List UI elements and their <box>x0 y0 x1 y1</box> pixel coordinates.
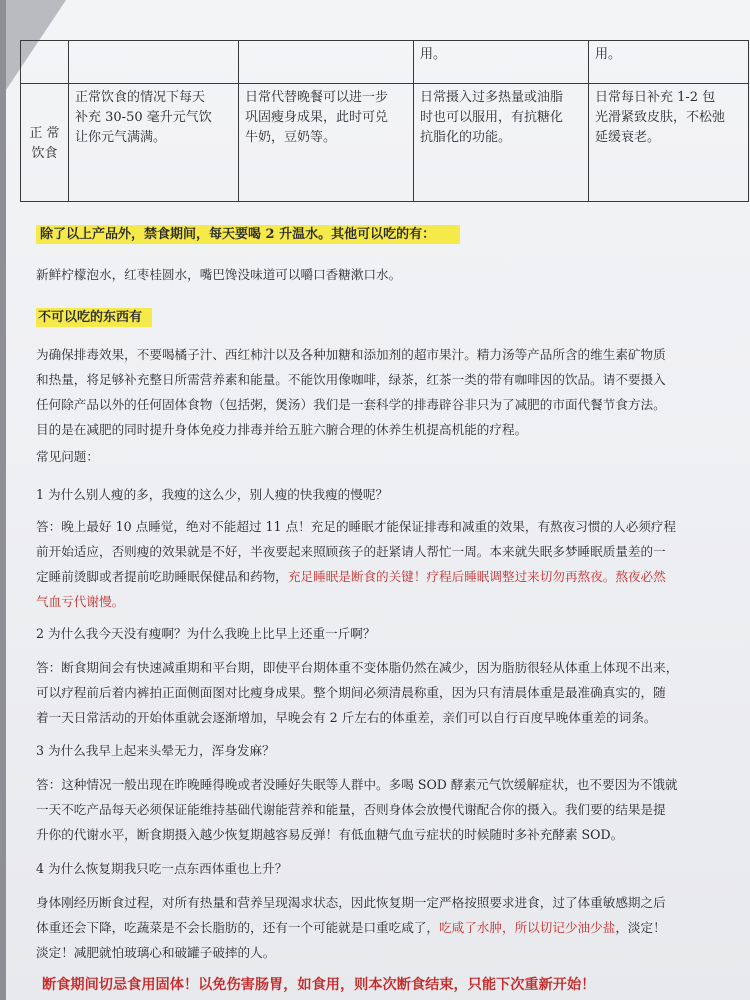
question-2: 2 为什么我今天没有瘦啊？为什么我晚上比早上还重一斤啊？ <box>36 626 376 641</box>
document-page <box>6 0 750 1000</box>
answer-text: 定睡前烫脚或者提前吃助睡眠保健品和药物， <box>36 569 288 584</box>
highlighted-notice: 除了以上产品外，禁食期间，每天要喝 2 升温水。其他可以吃的有： <box>36 225 460 244</box>
allowed-items: 新鲜柠檬泡水，红枣桂圆水，嘴巴馋没味道可以嚼口香糖漱口水。 <box>36 267 402 282</box>
answer-line: 答：这种情况一般出现在昨晚睡得晚或者没睡好失眠等人群中。多喝 SOD 酵素元气饮缓解症状，也不要因为不饿就 <box>36 777 678 792</box>
table-cell <box>21 41 69 84</box>
table-cell: 用。 <box>589 41 749 84</box>
answer-line: 淡定！减肥就怕玻璃心和破罐子破摔的人。 <box>36 945 276 960</box>
answer-text: ，淡定！ <box>615 920 666 935</box>
forbidden-title: 不可以吃的东西有 <box>36 308 152 327</box>
answer-emphasis: 吃咸了水肿，所以切记少油少盐 <box>439 920 616 935</box>
row-header-normal-diet: 正 常 饮食 <box>21 84 69 202</box>
table-cell: 日常每日补充 1-2 包 光滑紧致皮肤，不松弛 延缓衰老。 <box>589 84 749 202</box>
answer-line: 答：晚上最好 10 点睡觉，绝对不能超过 11 点！充足的睡眠才能保证排毒和减重的效果，有熬夜习惯的人必须疗程 <box>36 519 676 534</box>
table-cell: 日常摄入过多热量或油脂 时也可以服用，有抗糖化 抗脂化的功能。 <box>414 84 589 202</box>
paragraph-line: 任何除产品以外的任何固体食物（包括粥，煲汤）我们是一套科学的排毒辟谷非只为了减肥的市面代餐节食方法。 <box>36 397 666 412</box>
final-warning: 断食期间切忌食用固体！以免伤害肠胃，如食用，则本次断食结束，只能下次重新开始！ <box>42 977 596 993</box>
table-cell: 用。 <box>414 41 589 84</box>
answer-line: 可以疗程前后着内裤拍正面侧面图对比瘦身成果。整个期间必须清晨称重，因为只有清晨体重是最准确真实的，随 <box>36 685 666 700</box>
faq-title: 常见问题： <box>36 449 99 464</box>
paragraph-line: 为确保排毒效果，不要喝橘子汁、西红柿汁以及各种加糖和添加剂的超市果汁。精力汤等产品所含的维生素矿物质 <box>36 347 666 362</box>
question-1: 1 为什么别人瘦的多，我瘦的这么少，别人瘦的快我瘦的慢呢？ <box>36 487 389 502</box>
answer-line: 身体刚经历断食过程，对所有热量和营养呈现渴求状态，因此恢复期一定严格按照要求进食，过了体重敏感期之后 <box>36 895 666 910</box>
table-cell: 正常饮食的情况下每天 补充 30-50 毫升元气饮 让你元气满满。 <box>69 84 239 202</box>
table-cell: 日常代替晚餐可以进一步 巩固瘦身成果，此时可兑 牛奶，豆奶等。 <box>239 84 414 202</box>
table-cell <box>69 41 239 84</box>
table-row <box>21 84 749 202</box>
paragraph-line: 目的是在减肥的同时提升身体免疫力排毒并给五脏六腑合理的休养生机提高机能的疗程。 <box>36 422 528 437</box>
answer-line: 答：断食期间会有快速减重期和平台期，即使平台期体重不变体脂仍然在减少，因为脂肪很轻从体重上体现不出来， <box>36 660 679 675</box>
answer-line: 升你的代谢水平，断食期摄入越少恢复期越容易反弹！有低血糖气血亏症状的时候随时多补充酵素 SOD。 <box>36 827 624 842</box>
answer-line: 一天不吃产品每天必须保证能维持基础代谢能营养和能量，否则身体会放慢代谢配合你的摄入。我们要的结果是提 <box>36 802 666 817</box>
product-table <box>20 40 749 202</box>
table-row <box>21 41 749 84</box>
answer-line <box>36 564 666 589</box>
answer-emphasis: 充足睡眠是断食的关键！疗程后睡眠调整过来切勿再熬夜。熬夜必然 <box>287 569 666 584</box>
paragraph-line: 和热量，将足够补充整日所需营养素和能量。不能饮用像咖啡，绿茶，红茶一类的带有咖啡因的饮品。请不要摄入 <box>36 372 666 387</box>
answer-line <box>36 915 666 940</box>
table-cell <box>239 41 414 84</box>
question-3: 3 为什么我早上起来头晕无力，浑身发麻？ <box>36 743 275 758</box>
question-4: 4 为什么恢复期我只吃一点东西体重也上升？ <box>36 861 288 876</box>
answer-emphasis-line: 气血亏代谢慢。 <box>36 594 125 609</box>
answer-line: 前开始适应，否则瘦的效果就是不好，半夜要起来照顾孩子的赶紧请人帮忙一周。本来就失眠多梦睡眠质量差的一 <box>36 544 666 559</box>
answer-line: 着一天日常活动的开始体重就会逐渐增加，早晚会有 2 斤左右的体重差，亲们可以自行百度早晚体重差的词条。 <box>36 710 657 725</box>
answer-text: 体重还会下降，吃蔬菜是不会长脂肪的，还有一个可能就是口重吃咸了， <box>36 920 439 935</box>
